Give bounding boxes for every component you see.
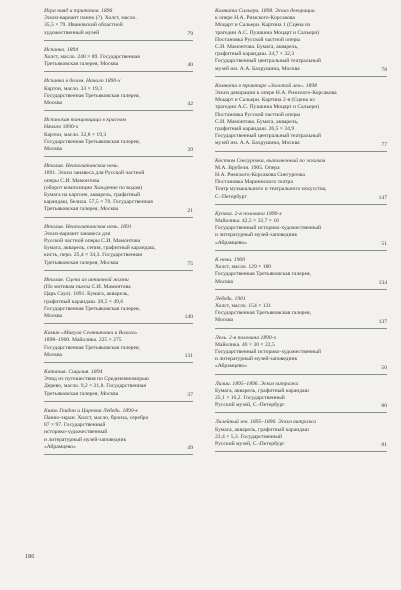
entry-line: Постановка Русской частной оперы: [215, 36, 301, 43]
entry-page-ref: 40: [187, 62, 193, 69]
entry-line: Моцарт и Сальери. Картина 1 (Сцена из: [215, 22, 311, 29]
entry-line: 87 × 97. Государственный: [44, 422, 106, 429]
entry-line: Москва: [44, 100, 63, 107]
entry-page-ref: 140: [184, 314, 193, 321]
entry-line: графитный карандаш. 26,5 × 34,9: [215, 126, 295, 133]
entry-line: 25,1 × 16,2. Государственный: [215, 394, 285, 401]
entry-title: Лилии. 1895–1896. Эскиз витража: [215, 380, 299, 387]
entry-line: «Абрамцево»: [215, 239, 247, 246]
catalog-entry: [44, 117, 193, 157]
catalog-entry: [44, 163, 193, 217]
catalog-entry: [215, 381, 387, 414]
catalog-entry: [215, 257, 387, 290]
entry-line: и литературный музей-заповедник: [215, 356, 298, 363]
entry-line: Дерево, масло. 9,2 × 21,8. Государственная: [44, 383, 146, 390]
entry-line: Москва: [215, 278, 234, 285]
entry-page-ref: 80: [381, 403, 387, 410]
catalog-entry: [215, 8, 387, 77]
entry-line: Царь Саул). 1891. Бумага, акварель,: [44, 291, 129, 298]
left-column: [44, 8, 193, 459]
entry-line: Государственный историко-художественный: [215, 348, 322, 355]
entry-line: Холст, масло. 248 × 89. Государственная: [44, 54, 140, 61]
entry-line: Русской частной оперы С.И. Мамонтова: [44, 238, 141, 245]
entry-title: Испанка. 1894: [44, 46, 79, 53]
entry-line: Москва: [44, 351, 63, 358]
entry-page-ref: 39: [187, 147, 193, 154]
entry-page-ref: 75: [187, 260, 193, 267]
entry-line: Моцарт и Сальери. Картина 2-я (Сцена из: [215, 97, 315, 104]
catalog-entry: [215, 335, 387, 375]
entry-line: графитный карандаш. 24,7 × 32,3: [215, 51, 295, 58]
entry-line: С.И. Мамонтова. Бумага, акварель,: [215, 44, 299, 51]
entry-title: Катания. Сицилия. 1894: [44, 368, 103, 375]
entry-line: к опере Н.А. Римского-Корсакова: [215, 15, 295, 22]
entry-line: М.А. Врубеля. 1905. Опера: [215, 164, 280, 171]
entry-line: Государственная Третьяковская галерея,: [44, 344, 140, 351]
entry-page-ref: 79: [187, 30, 193, 37]
entry-page-ref: 78: [381, 66, 387, 73]
entry-line: Бумага, акварель, сепия, графитный карандаш,: [44, 245, 156, 252]
entry-line: художественный музей: [44, 29, 100, 36]
catalog-entry: [44, 408, 193, 455]
entry-line: и литературный музей-заповедник: [215, 232, 298, 239]
right-column: [215, 8, 387, 456]
entry-line: карандаш, белила. 57,5 × 70. Государственная: [44, 199, 153, 206]
entry-line: Холст, масло. 129 × 180: [215, 264, 272, 271]
entry-page-ref: 50: [381, 364, 387, 371]
entry-line: С.И. Мамонтова. Бумага, акварель,: [215, 118, 299, 125]
entry-page-ref: 147: [378, 194, 387, 201]
entry-title: Испанка в белом. Начало 1890-х: [44, 78, 121, 85]
entry-line: Третьяковская галерея, Москва: [44, 259, 119, 266]
entry-line: Театр музыкального и театрального искусства,: [215, 186, 327, 193]
entry-page-ref: 77: [381, 141, 387, 148]
entry-line: Русский музей, С.-Петербург: [215, 440, 285, 447]
catalog-entry: [44, 78, 193, 111]
entry-line: Москва: [215, 317, 234, 324]
entry-title: Костюм Снегурочки, выполненный по эскизам: [215, 157, 326, 164]
entry-line: Москва: [44, 146, 63, 153]
entry-title: Лебедь. 1901: [215, 295, 246, 302]
entry-line: Картон, масло. 32,8 × 19,3: [44, 131, 107, 138]
entry-line: Майолика. 42,5 × 32,7 × 16: [215, 218, 279, 225]
entry-title: Италия. Сцена из античной жизни: [44, 276, 129, 283]
catalog-entry: [215, 296, 387, 329]
entry-title: Испанская танцовщица в красном: [44, 117, 126, 124]
entry-title: Италия. Неаполитанская ночь.: [44, 163, 119, 170]
entry-line: Третьяковская галерея, Москва: [44, 61, 119, 68]
entry-line: трагедии А.С. Пушкина Моцарт и Сальери): [215, 104, 320, 111]
entry-line: Постановка Мариинского театра: [215, 179, 293, 186]
entry-line: Государственная Третьяковская галерея,: [215, 271, 311, 278]
entry-title: К ночи. 1900: [215, 256, 245, 263]
entry-page-ref: 137: [378, 318, 387, 325]
entry-page-ref: 21: [187, 207, 193, 214]
entry-page-ref: 42: [187, 101, 193, 108]
entry-page-ref: 37: [187, 391, 193, 398]
entry-title: Лель. 2-я половина 1890-х: [215, 334, 277, 341]
entry-page-ref: 81: [381, 442, 387, 449]
entry-line: 1891. Эскиз занавеса для Русской частной: [44, 170, 145, 177]
entry-line: 35,5 × 79. Ивановский областной: [44, 22, 123, 29]
entry-line: Н.А. Римского-Корсакова Снегурочка: [215, 172, 305, 179]
entry-line: Панно-экран. Холст, масло, бронза, серебро: [44, 414, 149, 421]
page-number: 186: [25, 553, 35, 560]
entry-line: музей им. А.А. Бахрушина, Москва: [215, 140, 300, 147]
entry-line: Третьяковская галерея, Москва: [44, 206, 119, 213]
catalog-entry: [44, 369, 193, 402]
catalog-entry: [44, 8, 193, 41]
entry-line: Бумага, акварель, графитный карандаш: [215, 426, 309, 433]
entry-line: 1898–1900. Майолика. 225 × 275: [44, 337, 122, 344]
entry-title: Италия. Неаполитанская ночь. 1891: [44, 223, 132, 230]
entry-line: музей им. А.А. Бахрушина, Москва: [215, 65, 300, 72]
entry-line: Государственная Третьяковская галерея,: [44, 92, 140, 99]
entry-line: Третьяковская галерея, Москва: [44, 390, 119, 397]
entry-line: Государственный центральный театральный: [215, 58, 321, 65]
entry-line: Бумага на картоне, акварель, графитный: [44, 192, 141, 199]
entry-title: Комната Сальери. 1898. Эскиз декорации: [215, 8, 315, 14]
entry-line: С.-Петербург: [215, 193, 247, 200]
catalog-entry: [215, 158, 387, 205]
entry-line: Майолика. 46 × 30 × 22,5: [215, 341, 275, 348]
entry-page-ref: 134: [378, 279, 387, 286]
entry-line: Эскиз-вариант панно (?). Холст, масло.: [44, 15, 137, 22]
entry-line: Государственная Третьяковская галерея,: [215, 310, 311, 317]
entry-title: Комната в трактире «Золотой лев». 1898: [215, 82, 317, 89]
entry-title: Игра наяд и тритонов. 1896: [44, 8, 113, 14]
entry-line: историко-художественный: [44, 429, 108, 436]
entry-line: Начало 1890-х: [44, 124, 79, 131]
entry-line: «Абрамцево»: [44, 443, 76, 450]
entry-line: Эскиз декорации к опере Н.А. Римского-Корсакова: [215, 90, 337, 97]
entry-line: Постановка Русской частной оперы: [215, 111, 301, 118]
entry-line: Москва: [44, 312, 63, 319]
entry-line: (По мотивам пьесы С.И. Мамонтова: [44, 284, 131, 291]
entry-line: 22,4 × 5,3. Государственный: [215, 433, 282, 440]
entry-page-ref: 49: [187, 444, 193, 451]
entry-line: Бумага, акварель, графитный карандаш: [215, 387, 309, 394]
entry-line: Картон, масло. 33 × 19,3: [44, 85, 103, 92]
entry-line: Эскиз-вариант занавеса для: [44, 230, 111, 237]
entry-title: Купава. 2-я половина 1890-х: [215, 210, 282, 217]
entry-line: Государственный центральный театральный: [215, 133, 321, 140]
catalog-entry: [215, 419, 387, 452]
entry-line: и литературный музей-заповедник: [44, 436, 127, 443]
entry-line: «Абрамцево»: [215, 363, 247, 370]
catalog-entry: [215, 83, 387, 152]
entry-title: Князь Гвидон и Царевна Лебедь. 1890-е: [44, 407, 138, 414]
entry-line: Государственная Третьяковская галерея,: [44, 305, 140, 312]
entry-title: Камин «Микула Селянинович и Вольга»: [44, 330, 138, 337]
catalog-entry: [44, 277, 193, 324]
entry-line: оперы С.И. Мамонтова: [44, 177, 100, 184]
entry-line: кисть, перо. 25,4 × 34,3. Государственная: [44, 252, 142, 259]
entry-line: трагедии А.С. Пушкина Моцарт и Сальери): [215, 29, 320, 36]
entry-title: Лилейный зев. 1895–1896. Эскиз витража: [215, 419, 316, 426]
catalog-entry: [44, 330, 193, 363]
entry-line: Этюд из путешествия по Средиземноморью: [44, 376, 149, 383]
entry-line: Государственная Третьяковская галерея,: [44, 138, 140, 145]
entry-line: (оборот композиции Хождение по водам): [44, 184, 143, 191]
catalog-entry: [44, 224, 193, 271]
entry-line: Государственный историко-художественный: [215, 225, 322, 232]
entry-line: графитный карандаш. 28,5 × 49,6: [44, 298, 124, 305]
entry-page-ref: 131: [184, 352, 193, 359]
catalog-entry: [44, 47, 193, 73]
catalog-entry: [215, 211, 387, 251]
entry-page-ref: 51: [381, 240, 387, 247]
entry-line: Русский музей, С.-Петербург: [215, 402, 285, 409]
entry-line: Холст, масло. 154 × 131: [215, 302, 272, 309]
